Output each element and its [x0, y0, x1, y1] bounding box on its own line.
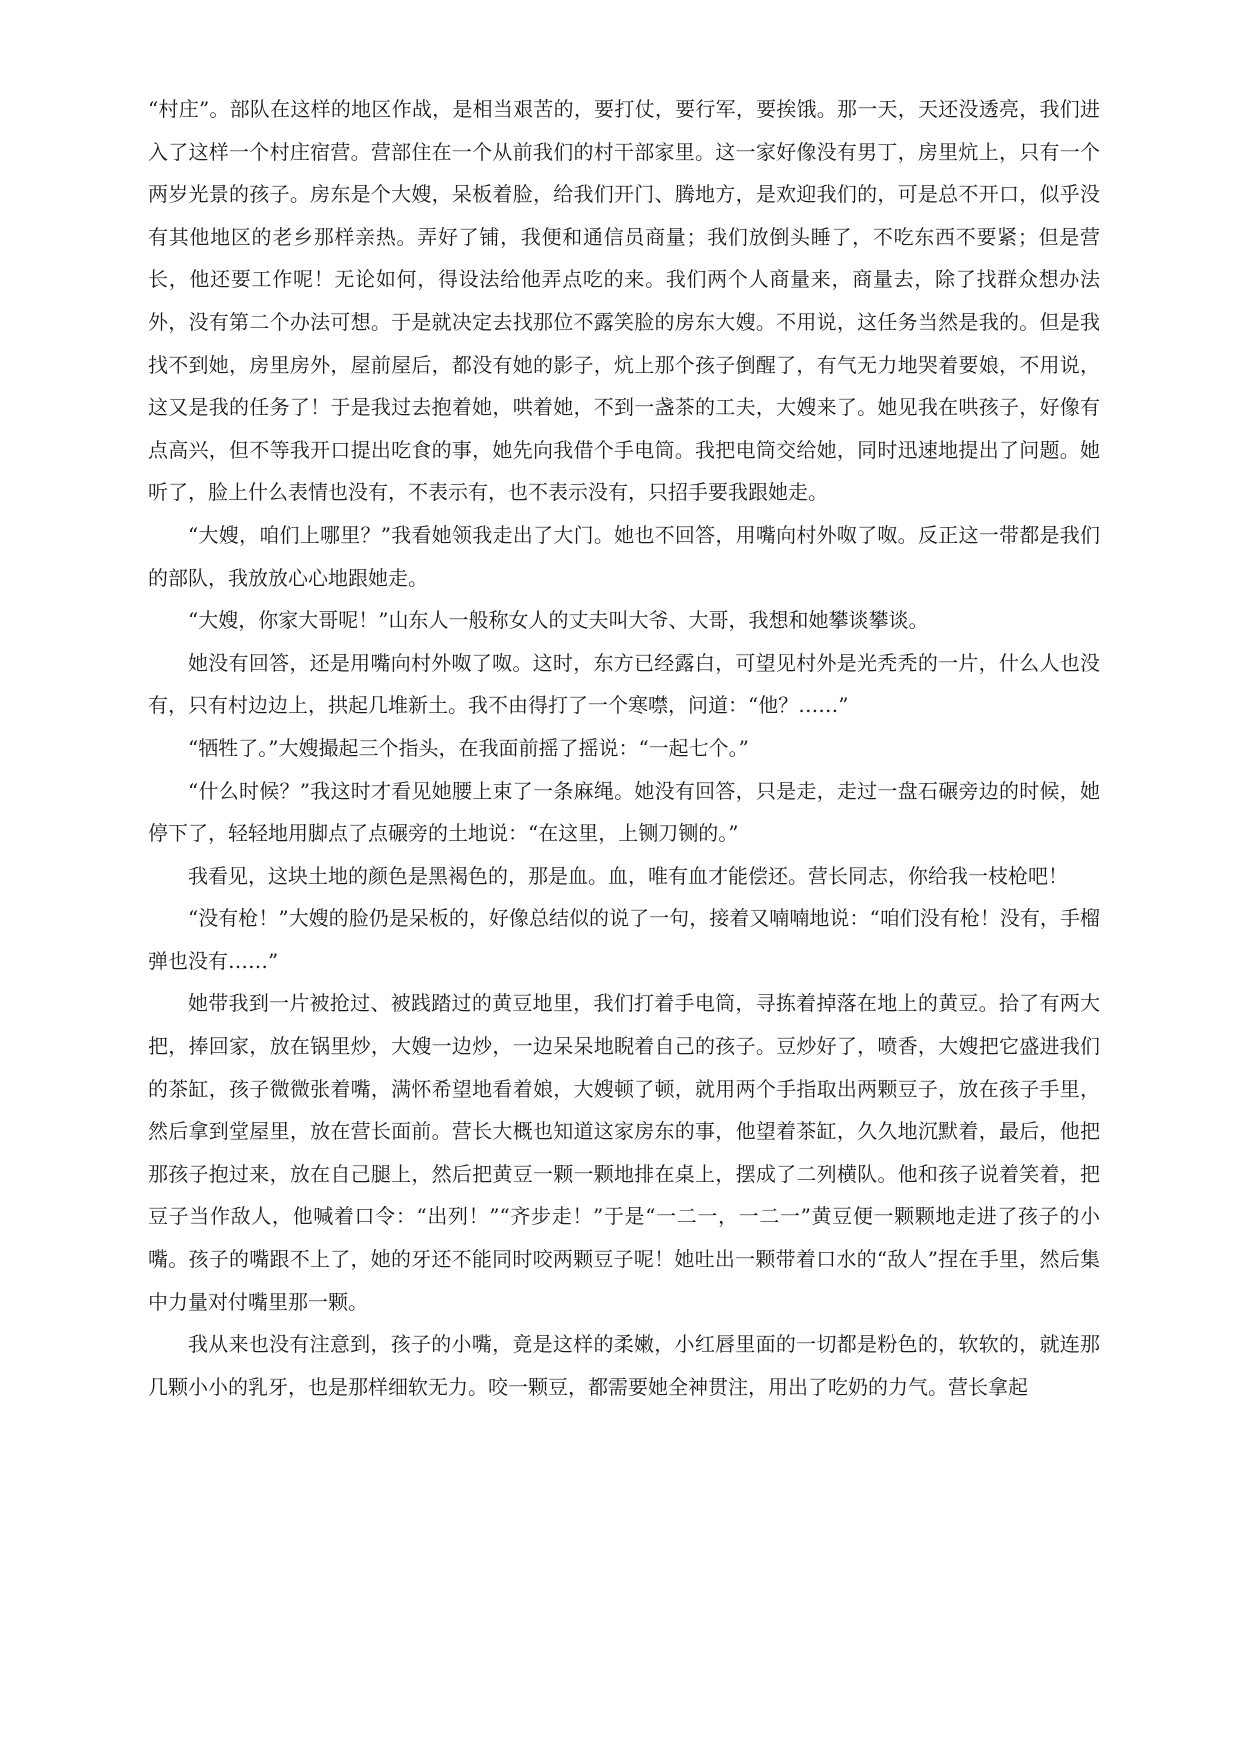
paragraph-3: “大嫂，你家大哥呢！”山东人一般称女人的丈夫叫大爷、大哥，我想和她攀谈攀谈。 — [188, 608, 929, 633]
paragraph-10: 我从来也没有注意到，孩子的小嘴，竟是这样的柔嫩，小红唇里面的一切都是粉色的，软软的，就连那几颗小小的乳牙，也是那样细软无力。咬一颗豆，都需要她全神贯注，用出了吃奶的力气。营长拿起 — [148, 1332, 1100, 1399]
document-page — [148, 88, 1100, 1408]
paragraph-4: 她没有回答，还是用嘴向村外呶了呶。这时，东方已经露白，可望见村外是光秃秃的一片，什么人也没有，只有村边边上，拱起几堆新土。我不由得打了一个寒噤，问道：“他？……” — [148, 650, 1100, 718]
paragraph-8: “没有枪！”大嫂的脸仍是呆板的，好像总结似的说了一句，接着又喃喃地说：“咱们没有枪！没有，手榴弹也没有……” — [148, 906, 1100, 973]
paragraph-9: 她带我到一片被抢过、被践踏过的黄豆地里，我们打着手电筒，寻拣着掉落在地上的黄豆。拾了有两大把，捧回家，放在锅里炒，大嫂一边炒，一边呆呆地睨着自己的孩子。豆炒好了，喷香，大嫂把它盛进我们的茶缸，孩子微微张着嘴，满怀希望地看着娘，大嫂顿了顿，就用两个手指取出两颗豆子，放在孩子手里，然后拿到堂屋里，放在营长面前。营长大概也知道这家房东的事，他望着茶缸，久久地沉默着，最后，他把那孩子抱过来，放在自己腿上，然后把黄豆一颗一颗地排在桌上，摆成了二列横队。他和孩子说着笑着，把豆子当作敌人，他喊着口令：“出列！”“齐步走！”于是“一二一，一二一”黄豆便一颗颗地走进了孩子的小嘴。孩子的嘴跟不上了，她的牙还不能同时咬两颗豆子呢！她吐出一颗带着口水的“敌人”捏在手里，然后集中力量对付嘴里那一颗。 — [148, 991, 1100, 1314]
paragraph-2: “大嫂，咱们上哪里？”我看她领我走出了大门。她也不回答，用嘴向村外呶了呶。反正这一带都是我们的部队，我放放心心地跟她走。 — [148, 522, 1100, 590]
paragraph-6: “什么时候？”我这时才看见她腰上束了一条麻绳。她没有回答，只是走，走过一盘石碾旁边的时候，她停下了，轻轻地用脚点了点碾旁的土地说：“在这里，上铡刀铡的。” — [148, 778, 1100, 846]
paragraph-7: 我看见，这块土地的颜色是黑褐色的，那是血。血，唯有血才能偿还。营长同志，你给我一枝枪吧！ — [188, 863, 1068, 888]
paragraph-5: “牺牲了。”大嫂撮起三个指头，在我面前摇了摇说：“一起七个。” — [188, 735, 749, 760]
paragraph-1: “村庄”。部队在这样的地区作战，是相当艰苦的，要打仗，要行军，要挨饿。那一天，天还没透亮，我们进入了这样一个村庄宿营。营部住在一个从前我们的村干部家里。这一家好像没有男丁，房里炕上，只有一个两岁光景的孩子。房东是个大嫂，呆板着脸，给我们开门、腾地方，是欢迎我们的，可是总不开口，似乎没有其他地区的老乡那样亲热。弄好了铺，我便和通信员商量；我们放倒头睡了，不吃东西不要紧；但是营长，他还要工作呢！无论如何，得设法给他弄点吃的来。我们两个人商量来，商量去，除了找群众想办法外，没有第二个办法可想。于是就决定去找那位不露笑脸的房东大嫂。不用说，这任务当然是我的。但是我找不到她，房里房外，屋前屋后，都没有她的影子，炕上那个孩子倒醒了，有气无力地哭着要娘，不用说，这又是我的任务了！于是我过去抱着她，哄着她，不到一盏茶的工夫，大嫂来了。她见我在哄孩子，好像有点高兴，但不等我开口提出吃食的事，她先向我借个手电筒。我把电筒交给她，同时迅速地提出了问题。她听了，脸上什么表情也没有，不表示有，也不表示没有，只招手要我跟她走。 — [148, 97, 1100, 505]
